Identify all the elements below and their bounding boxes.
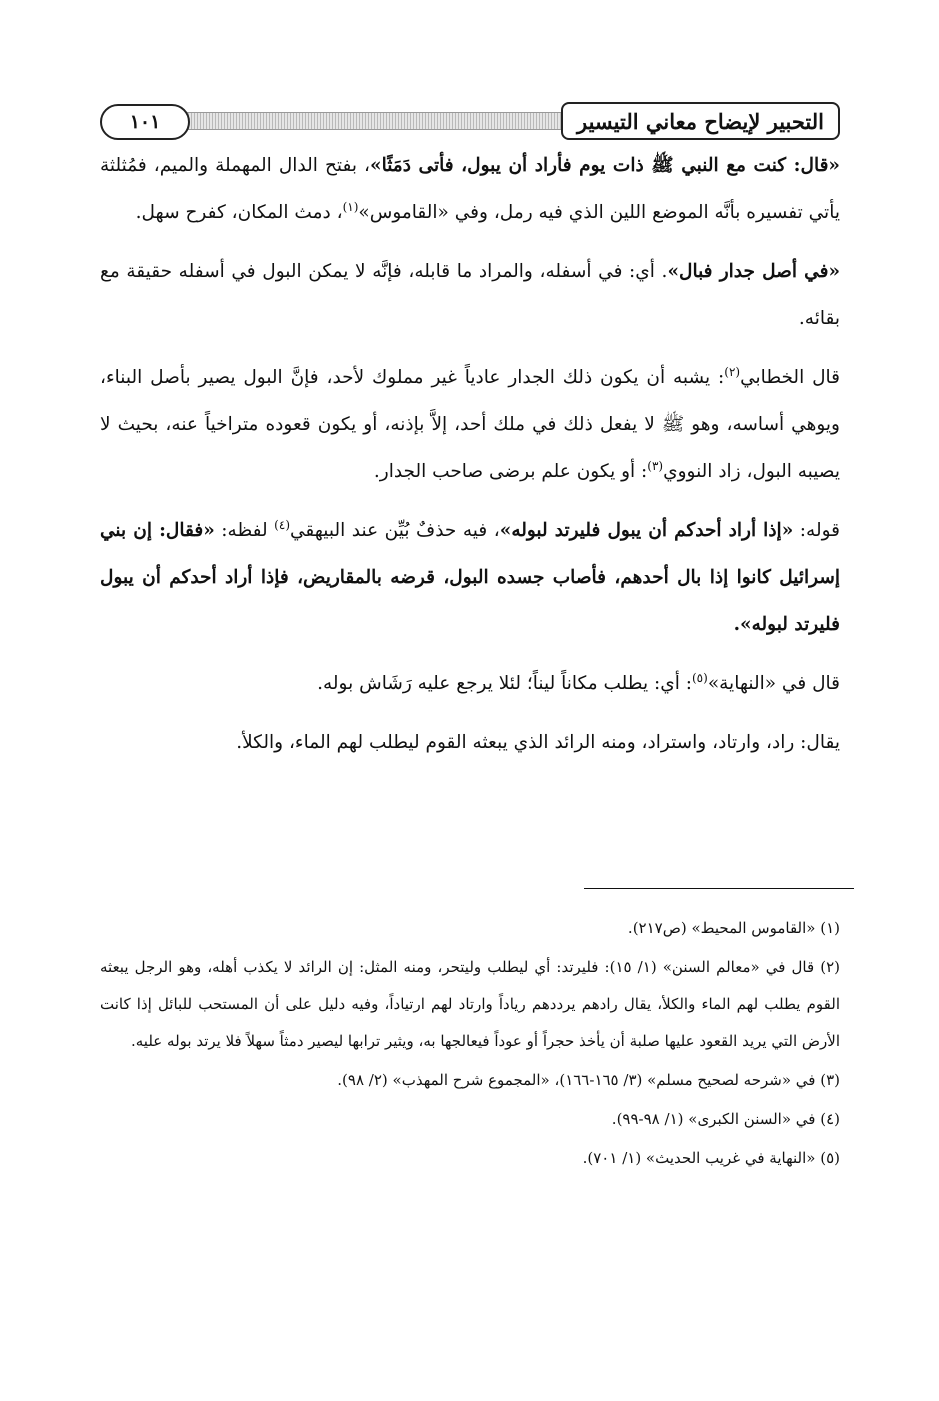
hadith-quote: «إذا أراد أحدكم أن يبول فليرتد لبوله» — [499, 520, 794, 541]
hadith-quote: «قال: كنت مع النبي ﷺ ذات يوم فأراد أن يبول، فأتى دَمَثًا» — [370, 155, 840, 176]
paragraph-text: : يشبه أن يكون ذلك الجدار عادياً غير مملوك لأحد، فإنَّ البول يصير بأصل البناء، ويوهي أساسه، وهو ﷺ لا يفعل ذلك في ملك أحد، إلاَّ بإذنه، أو يكون قعوده متراخياً عنه، بحيث لا يصيبه البول، زاد النووي — [100, 367, 840, 482]
paragraph-4 — [100, 507, 840, 648]
footnote-reference: (٥) — [691, 670, 708, 685]
footnote-3: (٣) في «شرحه لصحيح مسلم» (٣/ ١٦٥-١٦٦)، «المجموع شرح المهذب» (٢/ ٩٨). — [337, 1071, 840, 1089]
footnote-reference: (١) — [342, 199, 359, 214]
paragraph-text: لفظه: — [214, 520, 275, 541]
footnote-5: (٥) «النهاية في غريب الحديث» (١/ ٧٠١). — [582, 1149, 840, 1167]
paragraph-text: ، بفتح الدال المهملة والميم، فمُثلثة يأتي تفسيره بأنَّه الموضع اللين الذي فيه رمل، وفي «القاموس» — [100, 155, 840, 223]
footnote-separator — [584, 888, 854, 889]
book-title: التحبير لإيضاح معاني التيسير — [561, 102, 840, 140]
footnote-2: (٢) قال في «معالم السنن» (١/ ١٥): فليرتد: أي ليطلب وليتحر، ومنه المثل: إن الرائد لا يكذب أهله، وهو الرجل يبعثه القوم يطلب لهم الماء والكلأ، يقال رادهم يرددهم رياداً وارتاد لهم ارتياداً، وفيه دليل على أن المستحب للبائل إذا كانت الأرض التي يريد القعود عليها صلبة أن يأخذ حجراً أو عوداً فيعالجها به، ويثير ترابها ليصير دمثاً سهلاً فلا يرتد بوله عليه. — [100, 958, 841, 1050]
paragraph-2 — [100, 248, 840, 342]
footnote-1: (١) «القاموس المحيط» (ص٢١٧). — [627, 919, 840, 937]
paragraph-5 — [100, 660, 840, 707]
paragraph-text: ، فيه حذفٌ بُيِّن عند البيهقي — [290, 520, 500, 541]
hadith-quote: «فقال: إن بني إسرائيل كانوا إذا بال أحدهم، فأصاب جسده البول، قرضه بالمقاريض، فإذا أراد أحدكم أن يبول فليرتد لبوله». — [100, 520, 840, 635]
footnote-reference: (٤) — [274, 517, 290, 532]
paragraph-text: قال في «النهاية» — [707, 673, 840, 694]
paragraph-text: : أي: يطلب مكاناً ليناً؛ لئلا يرجع عليه رَشَاش بوله. — [317, 673, 692, 694]
paragraph-text: . أي: في أسفله، والمراد ما قابله، فإنَّه لا يمكن البول في أسفله حقيقة مع بقائه. — [100, 261, 840, 329]
paragraph-text: ، دمث المكان، كفرح سهل. — [135, 202, 343, 223]
paragraph-1 — [100, 142, 840, 236]
footnote-reference: (٣) — [647, 458, 664, 473]
hadith-quote: «في أصل جدار فبال» — [667, 261, 841, 282]
paragraph-6 — [100, 719, 840, 766]
main-text — [100, 142, 840, 778]
page-number: ١٠١ — [100, 104, 190, 140]
paragraph-text: : أو يكون علم برضى صاحب الجدار. — [373, 461, 648, 482]
paragraph-text: قال الخطابي — [740, 367, 840, 388]
footnote-4: (٤) في «السنن الكبرى» (١/ ٩٨-٩٩). — [611, 1110, 840, 1128]
paragraph-text: قوله: — [793, 520, 840, 541]
paragraph-text: يقال: راد، وارتاد، واستراد، ومنه الرائد الذي يبعثه القوم ليطلب لهم الماء، والكلأ. — [236, 732, 840, 753]
footnote-reference: (٢) — [724, 364, 741, 379]
footnotes — [100, 910, 840, 1179]
page-header — [100, 100, 840, 140]
paragraph-3 — [100, 354, 840, 495]
